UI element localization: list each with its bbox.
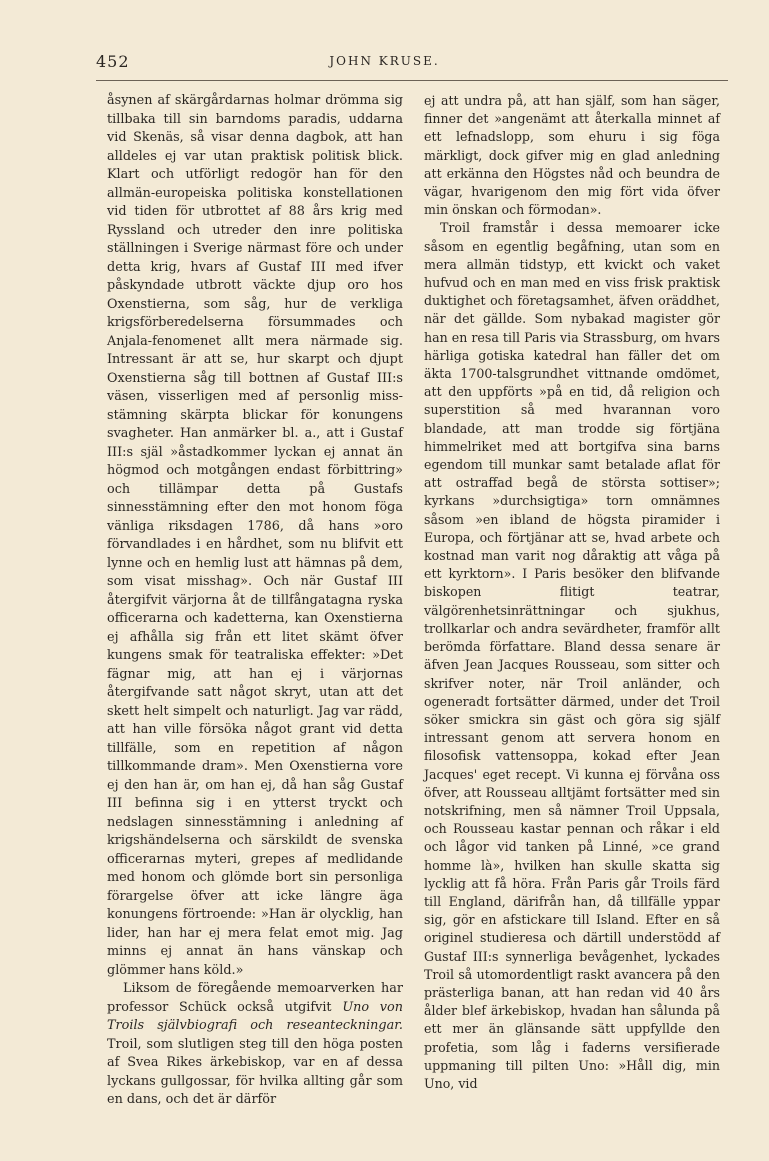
header-rule (96, 80, 728, 81)
right-column (424, 92, 720, 1093)
right-paragraph-2: Troil framstår i dessa memoarer icke såsom en egentlig begåfning, utan som en mera allmän tidstyp, ett kvickt och vaket hufvud och en man med en viss frisk praktisk duktighet och företagsamhet, äfven oräddhet, när det gällde. Som nybakad magister gör han en resa till Paris via Strassburg, om hvars härliga gotiska katedral han fäller det om äkta 1700-talsgrundhet vittnande omdömet, att den uppförts »på en tid, då religion och superstition så med hvarannan voro blandade, att man trodde sig förtjäna himmelriket med att bortgifva sina barns egendom till munkar samt betalade aflat för att ostraffad begå de största sottiser»; kyrkans »durchsigtiga» torn omnämnes såsom »en ibland de högsta piramider i Europa, och förtjänar att se, hvad arbete och kostnad man varit nog dåraktig att våga på ett kyrktorn». I Paris besöker den blifvande biskopen flitigt teatrar, välgörenhetsinrättningar och sjukhus, trollkarlar och andra sevärdheter, framför allt berömda författare. Bland dessa senare är äfven Jean Jacques Rousseau, som sitter och skrifver noter, när Troil anländer, och ogeneradt fortsätter därmed, under det Troil söker smickra sin gäst och göra sig själf intressant genom att servera honom en filosofisk vattensoppa, kokad efter Jean Jacques' eget recept. Vi kunna ej förvåna oss öfver, att Rousseau alltjämt fortsätter med sin notskrifning, men så nämner Troil Uppsala, och Rousseau kastar pennan och råkar i eld och lågor vid tanken på Linné, »ce grand homme là», hvilken han skulle skatta sig lycklig att få höra. Från Paris går Troils färd till England, därifrån han, då tillfälle yppar sig, gör en afstickare till Island. Efter en så originel studieresa och därtill understödd af Gustaf III:s synnerliga bevågenhet, lyckades Troil så utomordentligt raskt avancera på den prästerliga banan, att han redan vid 40 års ålder blef ärkebiskop, hvadan han sålunda på ett mer än glänsande sätt uppfyllde den profetia, som låg i faderns versifierade uppmaning till pilten Uno: »Håll dig, min Uno, vid (424, 220, 720, 1091)
left-paragraph-1: åsynen af skärgårdarnas holmar drömma sig tillbaka till sin barndoms paradis, uddarna vid Skenäs, så visar denna dagbok, att han alldeles ej var utan praktisk politisk blick. Klart och utförligt redogör han för den allmän-europeiska politiska konstellationen vid tiden för utbrottet af 88 års krig med Ryssland och utreder den inre politiska ställningen i Sverige närmast före och under detta krig, hvars af Gustaf III med ifver påskyndade utbrott väckte djup oro hos Oxenstierna, som såg, hur de verkliga krigsförberedelserna försummades och Anjala-fenomenet allt mera närmade sig. Intressant är att se, hur skarpt och djupt Oxenstierna såg till bottnen af Gustaf III:s väsen, visserligen med af personlig miss-stämning skärpta blickar för konungens svagheter. Han anmärker bl. a., att i Gustaf III:s själ »åstadkommer lyckan ej annat än högmod och motgången endast förbittring» och tillämpar detta på Gustafs sinnesstämning efter den mot honom föga vänliga riksdagen 1786, då hans »oro förvandlades i en hårdhet, som nu blifvit ett lynne och en hemlig lust att hämnas på dem, som visat misshag». Och när Gustaf III återgifvit värjorna åt de tillfångatagna ryska officerarna och kadetterna, kan Oxenstierna ej afhålla sig från ett litet skämt öfver kungens smak för teatraliska effekter: »Det fägnar mig, att han ej i värjornas återgifvande satt något skryt, utan att det skett helt simpelt och naturligt. Jag var rädd, att han ville försöka något grant vid detta tillfälle, som en repetition af någon tillkommande dram». Men Oxenstierna vore ej den han är, om han ej, då han såg Gustaf III befinna sig i en ytterst tryckt och nedslagen sinnesstämning i anledning af krigshändelserna och särskildt de svenska officerarnas myteri, grepes af medlidande med honom och glömde bort sin personliga förargelse öfver att icke längre äga konungens förtroende: »Han är olycklig, han lider, han har ej mera felat emot mig. Jag minns ej annat än hans vänskap och glömmer hans köld.» (107, 93, 403, 978)
paragraph-2-end: Troil, som slutligen steg till den höga posten af Svea Rikes ärkebiskop, var en af dessa lyckans gullgossar, för hvilka allting går som en dans, och det är därför (107, 1036, 403, 1107)
left-column (107, 92, 403, 1110)
book-title: Uno von Troils självbiografi och reseanteckningar. (107, 999, 403, 1033)
right-paragraph-1: ej att undra på, att han själf, som han säger, finner det »angenämt att återkalla minnet af ett lefnadslopp, som ehuru i sig föga märkligt, dock gifver mig en glad anledning att erkänna den Högstes nåd och beundra de vägar, hvarigenom den mig fört vida öfver min önskan och förmodan». (424, 93, 720, 218)
page-number: 452 (96, 52, 130, 71)
paragraph-2-start: Liksom de föregående memoarverken har professor Schück också utgifvit (107, 981, 403, 1015)
left-paragraph-2 (107, 980, 403, 1110)
running-title: JOHN KRUSE. (329, 54, 440, 68)
